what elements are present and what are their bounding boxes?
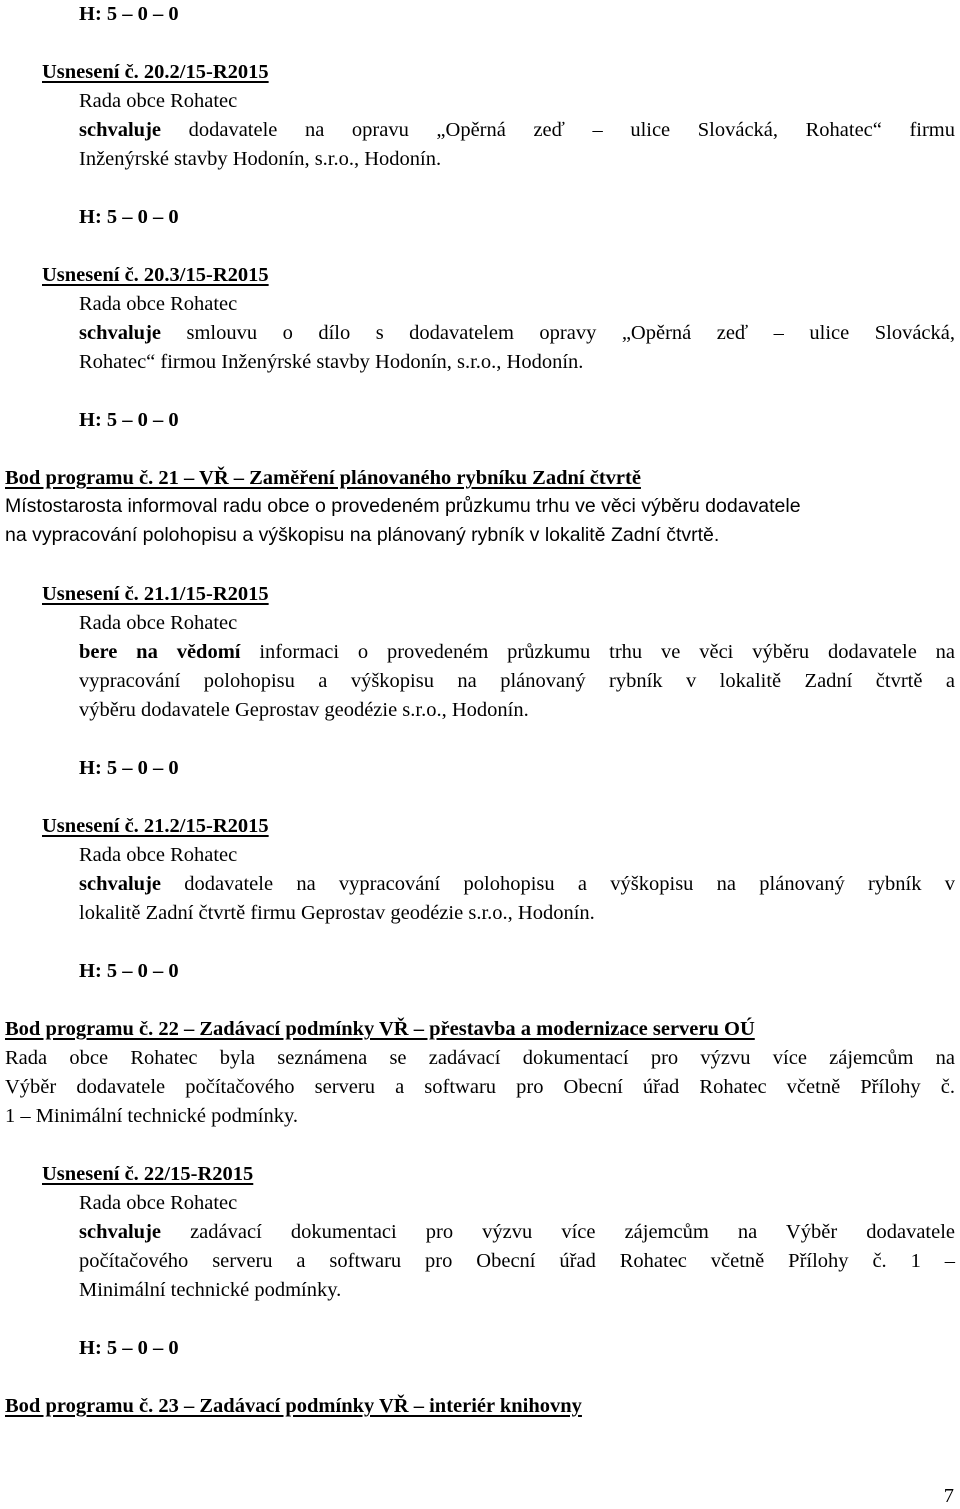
resolution-verb: schvaluje [79,119,161,141]
resolution-verb: schvaluje [79,1221,161,1243]
vote-result: H: 5 – 0 – 0 [79,960,179,982]
resolution-verb: bere na vědomí [79,641,241,663]
vote-result: H: 5 – 0 – 0 [79,757,179,779]
agenda-item-heading: Bod programu č. 22 – Zadávací podmínky VŘ – přestavba a modernizace serveru OÚ [5,1018,755,1040]
resolution-text [79,642,955,663]
resolution-title: Usnesení č. 21.1/15-R2015 [42,583,269,605]
resolution-text-line: vypracování polohopisu a výškopisu na plánovaný rybník v lokalitě Zadní čtvrtě a [79,670,955,692]
agenda-item-text: Výběr dodavatele počítačového serveru a softwaru pro Obecní úřad Rohatec včetně Přílohy č. [5,1076,955,1098]
agenda-item-text: 1 – Minimální technické podmínky. [5,1105,299,1127]
resolution-title: Usnesení č. 22/15-R2015 [42,1163,254,1185]
resolution-body: Rada obce Rohatec [79,612,238,634]
agenda-item-text: Místostarosta informoval radu obce o provedeném průzkumu trhu ve věci výběru dodavatele [5,495,801,517]
resolution-verb: schvaluje [79,873,161,895]
agenda-item-heading: Bod programu č. 21 – VŘ – Zaměření plánovaného rybníku Zadní čtvrtě [5,467,641,489]
resolution-text-line: Inženýrské stavby Hodonín, s.r.o., Hodonín. [79,148,442,170]
resolution-text [79,874,955,895]
resolution-title: Usnesení č. 21.2/15-R2015 [42,815,269,837]
vote-result: H: 5 – 0 – 0 [79,206,179,228]
resolution-text-line: počítačového serveru a softwaru pro Obecní úřad Rohatec včetně Přílohy č. 1 – [79,1250,955,1272]
agenda-item-heading: Bod programu č. 23 – Zadávací podmínky VŘ – interiér knihovny [5,1395,582,1417]
resolution-text [79,1222,955,1243]
page-number: 7 [943,1485,954,1507]
resolution-title: Usnesení č. 20.3/15-R2015 [42,264,269,286]
agenda-item-text: Rada obce Rohatec byla seznámena se zadávací dokumentací pro výzvu více zájemcům na [5,1047,955,1069]
resolution-text-line: Rohatec“ firmou Inženýrské stavby Hodonín, s.r.o., Hodonín. [79,351,584,373]
resolution-text-line: dodavatele na vypracování polohopisu a výškopisu na plánovaný rybník v [184,873,955,895]
resolution-body: Rada obce Rohatec [79,1192,238,1214]
resolution-title: Usnesení č. 20.2/15-R2015 [42,61,269,83]
resolution-text-line: zadávací dokumentaci pro výzvu více zájemcům na Výběr dodavatele [190,1221,956,1243]
resolution-text-line: lokalitě Zadní čtvrtě firmu Geprostav geodézie s.r.o., Hodonín. [79,902,595,924]
vote-result: H: 5 – 0 – 0 [79,3,179,25]
resolution-text [79,323,955,344]
resolution-text-line: smlouvu o dílo s dodavatelem opravy „Opěrná zeď – ulice Slovácká, [186,322,956,344]
agenda-item-text: na vypracování polohopisu a výškopisu na plánovaný rybník v lokalitě Zadní čtvrtě. [5,524,720,546]
vote-result: H: 5 – 0 – 0 [79,1337,179,1359]
vote-result: H: 5 – 0 – 0 [79,409,179,431]
resolution-text-line: dodavatele na opravu „Opěrná zeď – ulice Slovácká, Rohatec“ firmu [188,119,956,141]
resolution-text-line: Minimální technické podmínky. [79,1279,342,1301]
resolution-text [79,120,955,141]
resolution-body: Rada obce Rohatec [79,293,238,315]
resolution-verb: schvaluje [79,322,161,344]
resolution-body: Rada obce Rohatec [79,844,238,866]
resolution-text-line: informaci o provedeném průzkumu trhu ve věci výběru dodavatele na [259,641,955,663]
resolution-body: Rada obce Rohatec [79,90,238,112]
resolution-text-line: výběru dodavatele Geprostav geodézie s.r.o., Hodonín. [79,699,529,721]
